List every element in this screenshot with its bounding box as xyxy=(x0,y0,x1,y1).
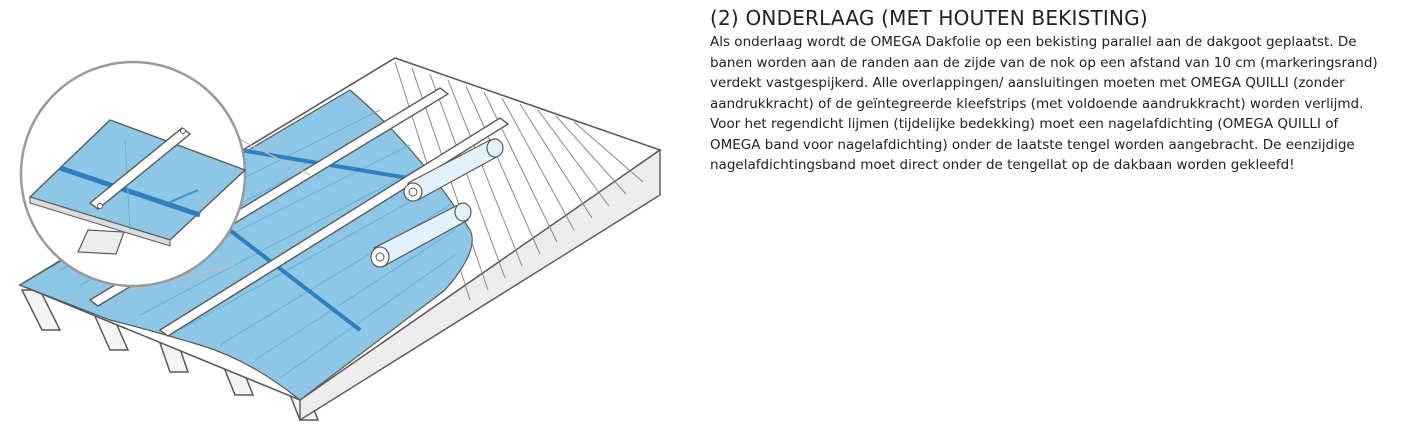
section-body: Als onderlaag wordt de OMEGA Dakfolie op een bekisting parallel aan de dakgoot geplaatst. De banen worden aan de randen aan de zijde van de nok op een afstand van 10 cm (markeringsrand) verdekt vastgespijkerd. Alle overlappingen/ aansluitingen moeten met OMEGA QUILLI (zonder aandrukkracht) of de geïntegreerde kleefstrips (met voldoende aandrukkracht) worden verlijmd. Voor het regendicht lijmen (tijdelijke bedekking) moet een nagelafdichting (OMEGA QUILLI of OMEGA band voor nagelafdichting) onder de laatste tengel worden aangebracht. De eenzijdige nagelafdichtingsband moet direct onder de tengellat op de dakbaan worden gekleefd! xyxy=(710,34,1378,173)
roof-illustration xyxy=(0,0,690,442)
description-block xyxy=(710,6,1390,176)
section-heading: (2) ONDERLAAG (MET HOUTEN BEKISTING) xyxy=(710,6,1148,30)
